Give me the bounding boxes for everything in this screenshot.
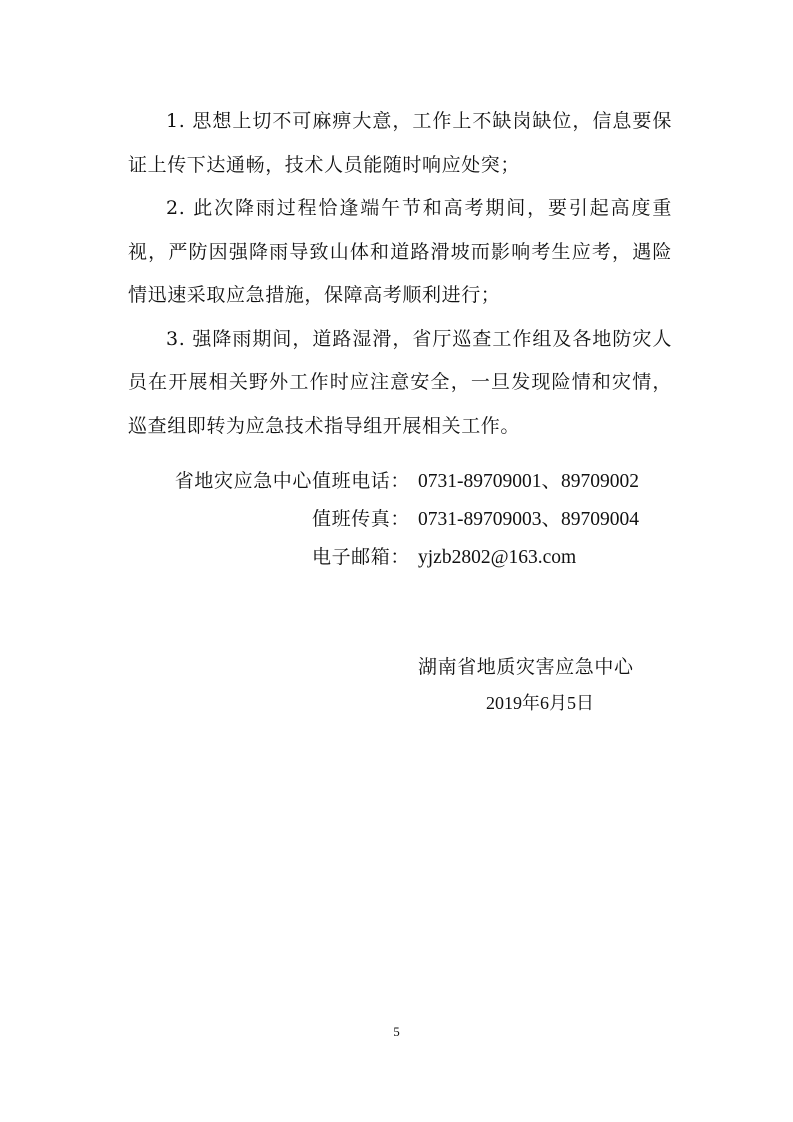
issue-date: 2019年6月5日: [486, 693, 594, 713]
duty-phone-row: [0, 460, 793, 503]
paragraph-2: 2. 此次降雨过程恰逢端午节和高考期间，要引起高度重视，严防因强降雨导致山体和道路滑坡而影响考生应考，遇险情迅速采取应急措施，保障高考顺利进行；: [128, 197, 672, 306]
fax-row: [0, 498, 793, 541]
notice-body: [128, 100, 672, 448]
duty-phone-label: 省地灾应急中心值班电话：: [174, 470, 410, 492]
fax-label: 值班传真：: [311, 508, 410, 530]
email-label: 电子邮箱：: [311, 546, 410, 568]
paragraph-1: 1. 思想上切不可麻痹大意，工作上不缺岗缺位，信息要保证上传下达通畅，技术人员能随时响应处突；: [128, 110, 672, 176]
page-number: 5: [393, 1024, 400, 1039]
email-value: yjzb2802@163.com: [418, 547, 577, 568]
duty-phone-value: 0731-89709001、89709002: [418, 471, 639, 492]
issuing-organization: 湖南省地质灾害应急中心: [418, 656, 634, 678]
email-row: [0, 536, 793, 579]
paragraph-3: 3. 强降雨期间，道路湿滑，省厅巡查工作组及各地防灾人员在开展相关野外工作时应注意安全，一旦发现险情和灾情，巡查组即转为应急技术指导组开展相关工作。: [128, 327, 672, 437]
fax-value: 0731-89709003、89709004: [418, 509, 639, 530]
